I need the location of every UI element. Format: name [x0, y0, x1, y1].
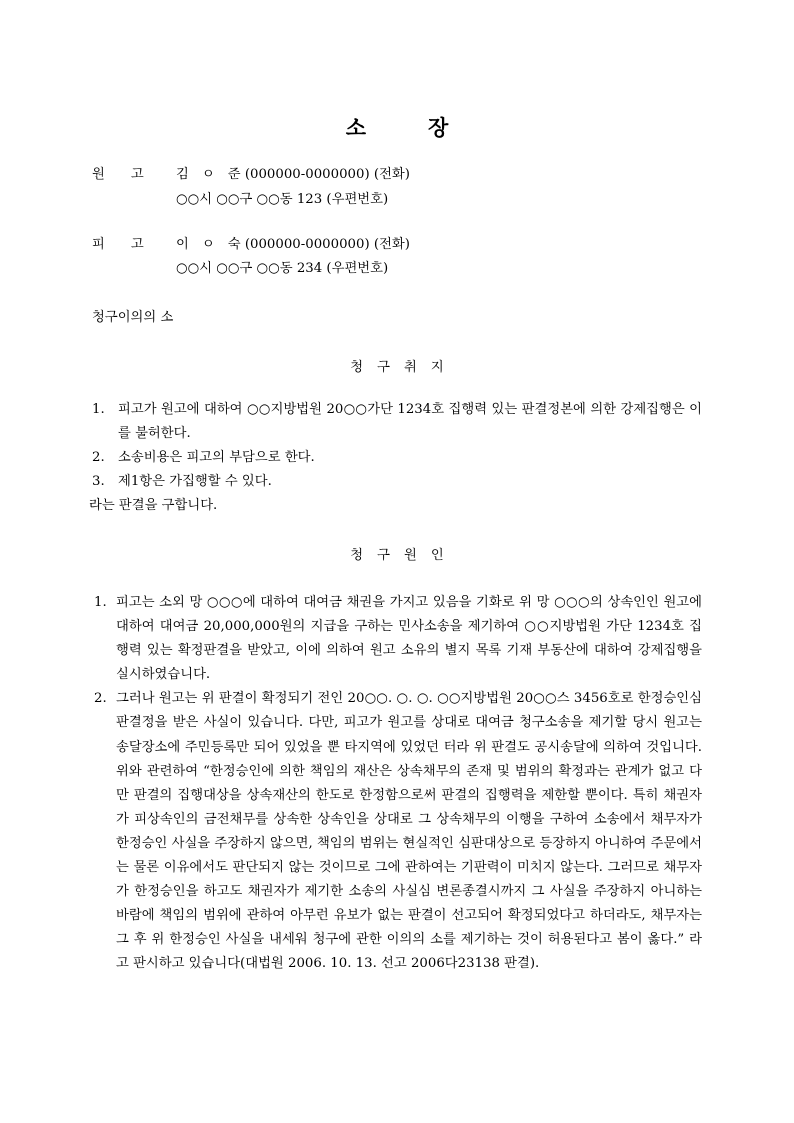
claim-purpose-heading-char-2: 구: [377, 360, 390, 375]
item-number: 2.: [94, 691, 107, 707]
plaintiff-name-line: [176, 168, 410, 181]
claim-purpose-heading-char-1: 청: [350, 360, 364, 375]
defendant-label: [92, 238, 144, 251]
plaintiff-label-char-1: 원: [92, 167, 105, 182]
defendant-address: ○○시 ○○구 ○○동 234 (우편번호): [176, 261, 389, 276]
claim-cause-heading-char-4: 인: [430, 548, 444, 563]
claim-purpose-heading-char-3: 취: [404, 360, 417, 375]
claim-purpose-heading: [0, 356, 794, 375]
item-number: 1.: [94, 595, 107, 610]
defendant-name-char-2: ㅇ: [201, 237, 215, 252]
item-number: 1.: [92, 402, 105, 417]
list-item: [92, 591, 702, 687]
title-char-1: 소: [345, 116, 366, 140]
defendant-name-char-3: 숙: [227, 237, 241, 252]
defendant-label-char-1: 피: [92, 237, 105, 252]
defendant-id-phone: (000000-0000000) (전화): [244, 237, 410, 252]
plaintiff-name-char-2: ㅇ: [201, 167, 215, 182]
title-char-2: 장: [428, 116, 449, 140]
item-text: 피고가 원고에 대하여 ○○지방법원 20○○가단 1234호 집행력 있는 판결정본에 의한 강제집행은 이를 불허한다.: [118, 402, 702, 441]
item-number: 3.: [92, 474, 105, 489]
defendant-name-line: [176, 238, 410, 251]
list-item: [90, 470, 702, 494]
plaintiff-label: [92, 168, 144, 181]
document-title: [0, 112, 794, 142]
claim-cause-list: [92, 591, 702, 977]
plaintiff-name-char-1: 김: [176, 167, 189, 182]
list-item: [90, 446, 702, 470]
claim-cause-heading-char-2: 구: [377, 548, 390, 563]
list-item: [90, 398, 702, 446]
case-title: 청구이의의 소: [92, 310, 174, 325]
claim-cause-heading: [0, 544, 794, 563]
item-text: 피고는 소외 망 ○○○에 대하여 대여금 채권을 가지고 있음을 기화로 위 망 ○○○의 상속인인 원고에 대하여 대여금 20,000,000원의 지급을 구하는 민사소송을 제기하여 ○○지방법원 가단 1234호 집행력 있는 확정판결을 받았고, 이에 의하여 원고 소유의 별지 목록 기재 부동산에 대하여 강제집행을 실시하였습니다.: [116, 595, 702, 683]
list-item: [92, 687, 702, 976]
plaintiff-id-phone: (000000-0000000) (전화): [244, 167, 410, 182]
defendant-name-char-1: 이: [176, 237, 189, 252]
item-text: 제1항은 가집행할 수 있다.: [118, 474, 272, 489]
item-text: 그러나 원고는 위 판결이 확정되기 전인 20○○. ○. ○. ○○지방법원 20○○스 3456호로 한정승인심판결정을 받은 사실이 있습니다. 다만, 피고가 원고를 상대로 대여금 청구소송을 제기할 당시 원고는 송달장소에 주민등록만 되어 있었을 뿐 타지역에 있었던 터라 위 판결도 공시송달에 의하여 것입니다. 위와 관련하여 “한정승인에 의한 책임의 재산은 상속채무의 존재 및 범위의 확정과는 관계가 없고 다만 판결의 집행대상을 상속재산의 한도로 한정함으로써 판결의 집행력을 제한할 뿐이다. 특히 채권자가 피상속인의 금전채무를 상속한 상속인을 상대로 그 상속채무의 이행을 구하여 소송에서 채무자가 한정승인 사실을 주장하지 않으면, 책임의 범위는 현실적인 심판대상으로 등장하지 아니하여 주문에서는 물론 이유에서도 판단되지 않는 것이므로 그에 관하여는 기판력이 미치지 않는다. 그러므로 채무자가 한정승인을 하고도 채권자가 제기한 소송의 사실심 변론종결시까지 그 사실을 주장하지 아니하는 바람에 책임의 범위에 관하여 아무런 유보가 없는 판결이 선고되어 확정되었다고 하더라도, 채무자는 그 후 위 한정승인 사실을 내세워 청구에 관한 이의의 소를 제기하는 것이 허용된다고 봄이 옳다.” 라고 판시하고 있습니다(대법원 2006. 10. 13. 선고 2006다23138 판결).: [116, 691, 702, 972]
plaintiff-name-char-3: 준: [227, 167, 241, 182]
item-number: 2.: [92, 450, 105, 465]
claim-cause-heading-char-3: 원: [404, 548, 417, 563]
claim-purpose-closing: 라는 판결을 구합니다.: [89, 498, 218, 513]
defendant-label-char-2: 고: [130, 237, 144, 252]
claim-purpose-list: [90, 398, 702, 518]
item-text: 소송비용은 피고의 부담으로 한다.: [118, 450, 315, 465]
claim-cause-heading-char-1: 청: [350, 548, 364, 563]
plaintiff-address: ○○시 ○○구 ○○동 123 (우편번호): [176, 192, 389, 207]
claim-purpose-heading-char-4: 지: [430, 360, 444, 375]
plaintiff-label-char-2: 고: [130, 167, 144, 182]
